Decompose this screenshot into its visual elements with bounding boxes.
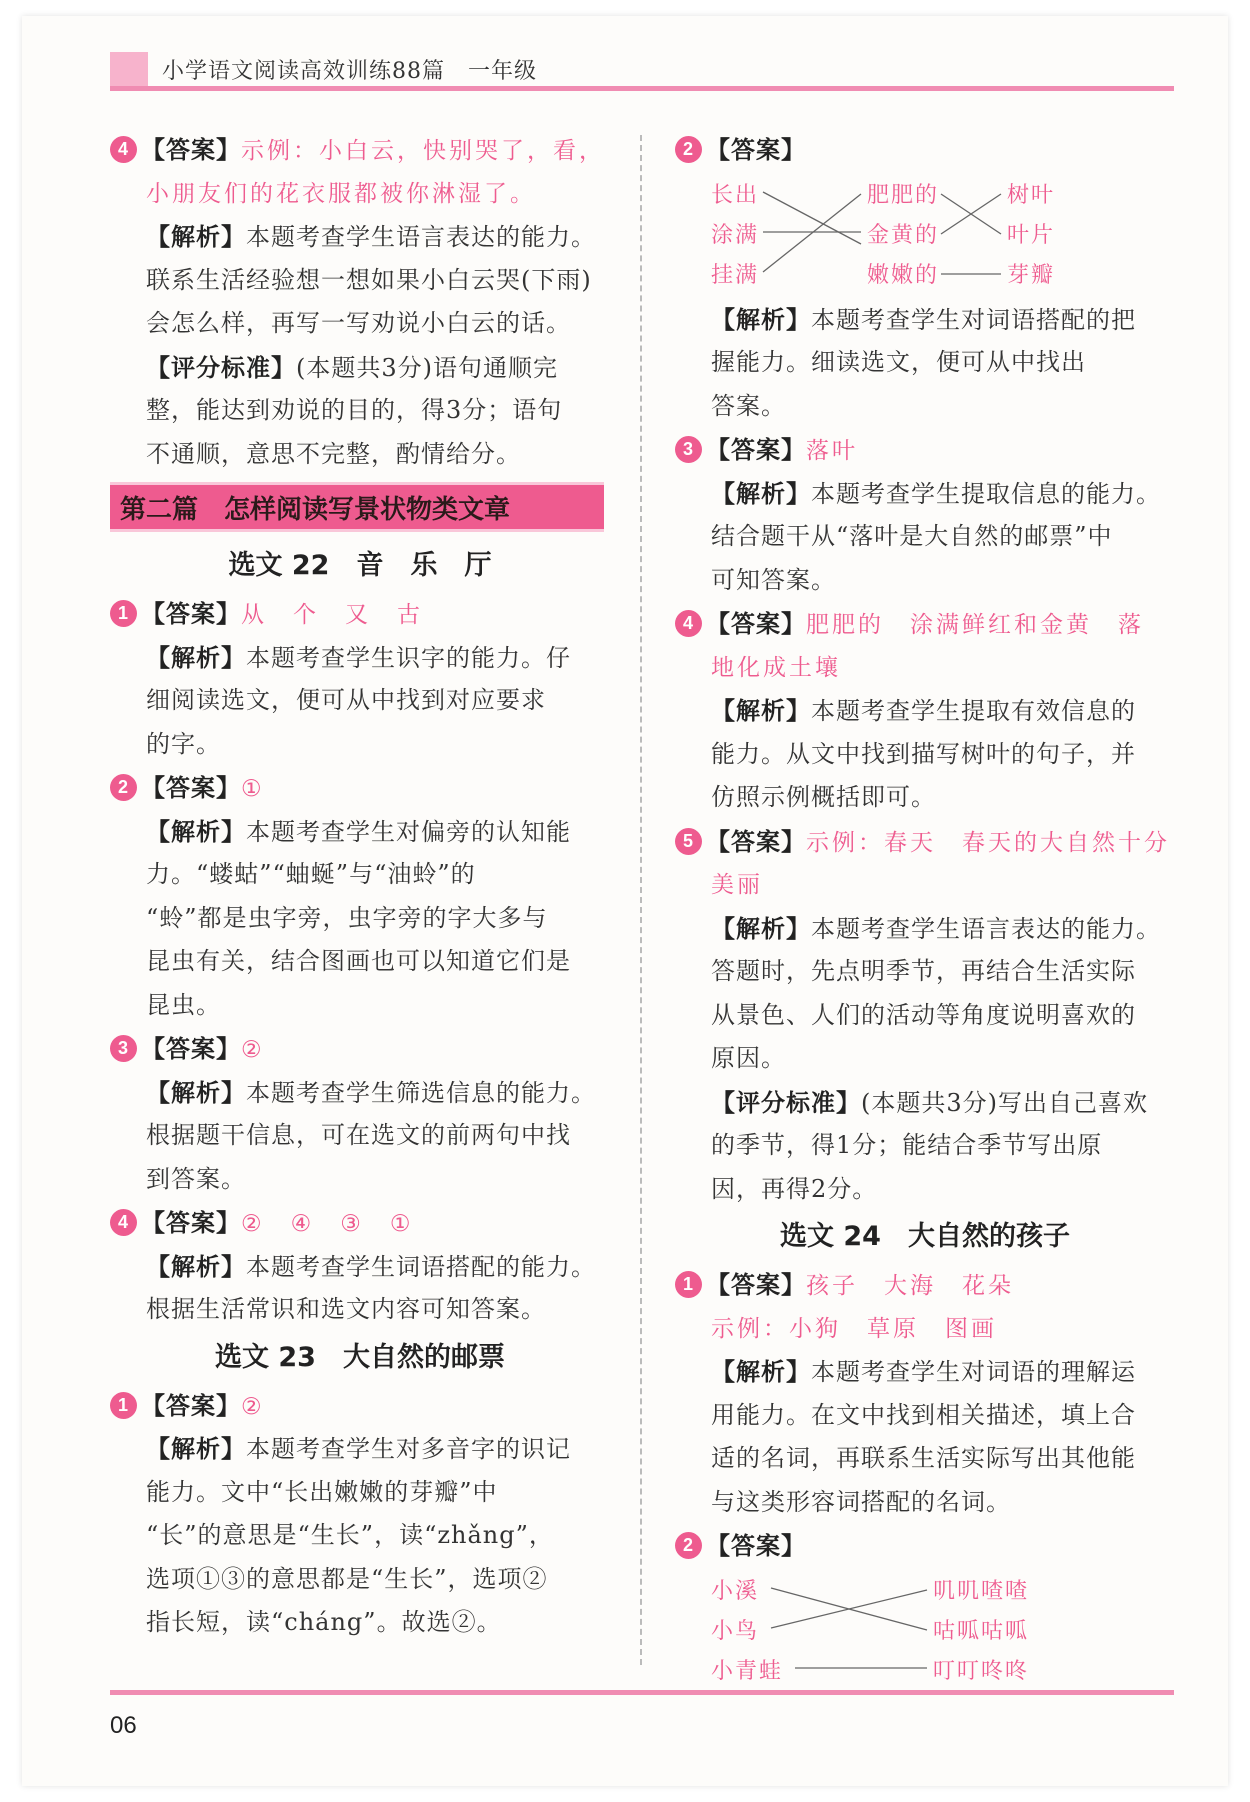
analysis-text: 本题考查学生词语搭配的能力。 bbox=[246, 1252, 596, 1281]
analysis-text: “蛉”都是虫字旁，虫字旁的字大多与 bbox=[146, 903, 548, 932]
analysis-text: 到答案。 bbox=[146, 1164, 246, 1193]
analysis-text: “长”的意思是“生长”，读“zhǎng”， bbox=[146, 1521, 554, 1549]
analysis-text: 本题考查学生识字的能力。仔 bbox=[246, 643, 571, 672]
question-number: 3 bbox=[675, 436, 702, 463]
answer-text: ① bbox=[241, 776, 265, 802]
analysis-text: 根据题干信息，可在选文的前两句中找 bbox=[146, 1121, 571, 1149]
answer-text: 肥肥的 涂满鲜红和金黄 落 bbox=[806, 612, 1144, 638]
analysis-text: 的字。 bbox=[146, 729, 221, 758]
match-word: 叽叽喳喳 bbox=[933, 1578, 1030, 1604]
analysis-text: 本题考查学生对词语搭配的把 bbox=[811, 305, 1136, 334]
matching-lines bbox=[711, 172, 1171, 298]
answer-text: 小朋友们的花衣服都被你淋湿了。 bbox=[146, 180, 536, 207]
answer-label: 【答案】 bbox=[706, 1531, 806, 1560]
analysis-text: 本题考查学生语言表达的能力。 bbox=[811, 914, 1161, 943]
answer-text: ② ④ ③ ① bbox=[241, 1211, 414, 1237]
column-divider bbox=[640, 135, 642, 1665]
section-banner: 第二篇 怎样阅读写景状物类文章 bbox=[110, 482, 604, 532]
answer-text: ② bbox=[241, 1037, 265, 1063]
analysis-label: 【解析】 bbox=[146, 222, 246, 251]
question-number: 4 bbox=[110, 136, 137, 163]
analysis-text: 力。“蝼蛄”“蚰蜒”与“油蛉”的 bbox=[146, 860, 476, 888]
analysis-text: 本题考查学生对偏旁的认知能 bbox=[246, 817, 571, 846]
analysis-text: 答题时，先点明季节，再结合生活实际 bbox=[711, 957, 1136, 985]
analysis-text: 本题考查学生提取信息的能力。 bbox=[811, 479, 1161, 508]
analysis-label: 【解析】 bbox=[711, 478, 811, 508]
score-text: (本题共3分)语句通顺完 bbox=[296, 353, 558, 382]
analysis-text: 能力。从文中找到描写树叶的句子，并 bbox=[711, 739, 1136, 768]
selection-title: 选文 24 大自然的孩子 bbox=[780, 1221, 1070, 1252]
analysis-text: 答案。 bbox=[711, 391, 786, 420]
analysis-text: 昆虫。 bbox=[146, 990, 221, 1019]
answer-text: 孩子 大海 花朵 bbox=[806, 1273, 1014, 1299]
match-word: 嫩嫩的 bbox=[867, 262, 940, 288]
analysis-text: 原因。 bbox=[711, 1044, 786, 1072]
question-number: 1 bbox=[110, 600, 137, 627]
analysis-label: 【解析】 bbox=[711, 304, 811, 334]
right-column bbox=[675, 128, 1175, 1694]
question-number: 3 bbox=[110, 1035, 137, 1062]
header-rule bbox=[110, 86, 1174, 91]
analysis-text: 能力。文中“长出嫩嫩的芽瓣”中 bbox=[146, 1477, 498, 1506]
answer-label: 【答案】 bbox=[706, 1270, 806, 1299]
score-label: 【评分标准】 bbox=[146, 352, 296, 382]
word-matching-diagram bbox=[711, 172, 1175, 298]
header-title: 小学语文阅读高效训练88篇 一年级 bbox=[162, 59, 537, 84]
analysis-text: 细阅读选文，便可从中找到对应要求 bbox=[146, 686, 546, 714]
score-text: 不通顺，意思不完整，酌情给分。 bbox=[146, 439, 521, 468]
question-number: 4 bbox=[110, 1209, 137, 1236]
analysis-label: 【解析】 bbox=[711, 1357, 811, 1386]
analysis-text: 本题考查学生筛选信息的能力。 bbox=[246, 1078, 596, 1107]
match-word: 小鸟 bbox=[711, 1618, 760, 1644]
answer-label: 【答案】 bbox=[141, 135, 241, 164]
analysis-text: 仿照示例概括即可。 bbox=[711, 783, 936, 811]
answer-label: 【答案】 bbox=[141, 1208, 241, 1237]
analysis-text: 可知答案。 bbox=[711, 565, 836, 594]
analysis-label: 【解析】 bbox=[146, 816, 246, 846]
score-label: 【评分标准】 bbox=[711, 1087, 861, 1117]
answer-text: 落叶 bbox=[806, 438, 858, 464]
word-matching-diagram bbox=[711, 1568, 1175, 1694]
analysis-text: 联系生活经验想一想如果小白云哭(下雨) bbox=[146, 265, 592, 294]
answer-label: 【答案】 bbox=[706, 135, 806, 164]
analysis-label: 【解析】 bbox=[146, 1077, 246, 1107]
analysis-text: 指长短，读“cháng”。故选②。 bbox=[146, 1608, 502, 1636]
selection-title: 选文 22 音 乐 厅 bbox=[228, 550, 492, 581]
score-text: 的季节，得1分；能结合季节写出原 bbox=[711, 1131, 1103, 1159]
selection-title: 选文 23 大自然的邮票 bbox=[215, 1341, 505, 1373]
match-word: 长出 bbox=[711, 182, 760, 208]
analysis-text: 用能力。在文中找到相关描述，填上合 bbox=[711, 1400, 1136, 1429]
analysis-text: 本题考查学生提取有效信息的 bbox=[811, 697, 1136, 725]
analysis-label: 【解析】 bbox=[146, 642, 246, 672]
analysis-label: 【解析】 bbox=[711, 696, 811, 725]
header-accent-box bbox=[110, 52, 148, 90]
question-number: 2 bbox=[675, 1532, 702, 1559]
answer-label: 【答案】 bbox=[706, 826, 806, 856]
answer-label: 【答案】 bbox=[141, 599, 241, 628]
left-column bbox=[110, 128, 610, 1645]
page-number: 06 bbox=[110, 1712, 137, 1739]
answer-text: 示例：春天 春天的大自然十分 bbox=[806, 829, 1170, 856]
question-number: 1 bbox=[675, 1271, 702, 1298]
answer-text: 地化成土壤 bbox=[711, 654, 841, 681]
question-number: 4 bbox=[675, 610, 702, 637]
footer-rule bbox=[110, 1690, 1174, 1695]
analysis-text: 根据生活常识和选文内容可知答案。 bbox=[146, 1295, 546, 1323]
answer-label: 【答案】 bbox=[141, 1034, 241, 1063]
analysis-label: 【解析】 bbox=[146, 1251, 246, 1281]
analysis-text: 与这类形容词搭配的名词。 bbox=[711, 1487, 1011, 1516]
match-word: 涂满 bbox=[711, 222, 760, 248]
analysis-text: 握能力。细读选文，便可从中找出 bbox=[711, 348, 1086, 376]
match-line bbox=[763, 194, 861, 272]
question-number: 1 bbox=[110, 1392, 137, 1419]
match-word: 叮叮咚咚 bbox=[933, 1658, 1030, 1684]
match-word: 树叶 bbox=[1007, 182, 1056, 208]
match-line bbox=[763, 192, 861, 244]
answer-text: 示例：小狗 草原 图画 bbox=[711, 1315, 997, 1342]
analysis-label: 【解析】 bbox=[711, 913, 811, 943]
answer-label: 【答案】 bbox=[141, 773, 241, 802]
answer-label: 【答案】 bbox=[706, 609, 806, 638]
analysis-text: 选项①③的意思都是“生长”，选项② bbox=[146, 1564, 548, 1593]
match-word: 咕呱咕呱 bbox=[933, 1618, 1030, 1644]
question-number: 2 bbox=[110, 774, 137, 801]
answer-label: 【答案】 bbox=[141, 1390, 241, 1420]
analysis-text: 从景色、人们的活动等角度说明喜欢的 bbox=[711, 1000, 1136, 1029]
match-word: 小溪 bbox=[711, 1578, 760, 1604]
score-text: 因，再得2分。 bbox=[711, 1174, 878, 1203]
analysis-text: 本题考查学生语言表达的能力。 bbox=[246, 223, 596, 251]
match-word: 肥肥的 bbox=[867, 182, 940, 208]
analysis-text: 结合题干从“落叶是大自然的邮票”中 bbox=[711, 522, 1113, 550]
score-text: 整，能达到劝说的目的，得3分；语句 bbox=[146, 396, 563, 424]
answer-text: 美丽 bbox=[711, 872, 763, 898]
match-word: 小青蛙 bbox=[711, 1658, 784, 1684]
answer-text: ② bbox=[241, 1393, 265, 1420]
match-word: 叶片 bbox=[1007, 222, 1056, 248]
answer-label: 【答案】 bbox=[706, 435, 806, 464]
match-line bbox=[771, 1590, 927, 1628]
answer-text: 示例：小白云，快别哭了，看， bbox=[241, 138, 605, 164]
analysis-text: 昆虫有关，结合图画也可以知道它们是 bbox=[146, 947, 571, 975]
analysis-label: 【解析】 bbox=[146, 1434, 246, 1463]
analysis-text: 本题考查学生对多音字的识记 bbox=[246, 1435, 571, 1463]
match-word: 芽瓣 bbox=[1007, 262, 1056, 288]
analysis-text: 本题考查学生对词语的理解运 bbox=[811, 1358, 1136, 1386]
question-number: 5 bbox=[675, 828, 702, 855]
score-text: (本题共3分)写出自己喜欢 bbox=[861, 1088, 1148, 1117]
match-word: 金黄的 bbox=[867, 222, 940, 248]
analysis-text: 会怎么样，再写一写劝说小白云的话。 bbox=[146, 309, 571, 337]
answer-text: 从 个 又 古 bbox=[241, 602, 423, 628]
question-number: 2 bbox=[675, 136, 702, 163]
match-word: 挂满 bbox=[711, 262, 760, 288]
analysis-text: 适的名词，再联系生活实际写出其他能 bbox=[711, 1444, 1136, 1472]
